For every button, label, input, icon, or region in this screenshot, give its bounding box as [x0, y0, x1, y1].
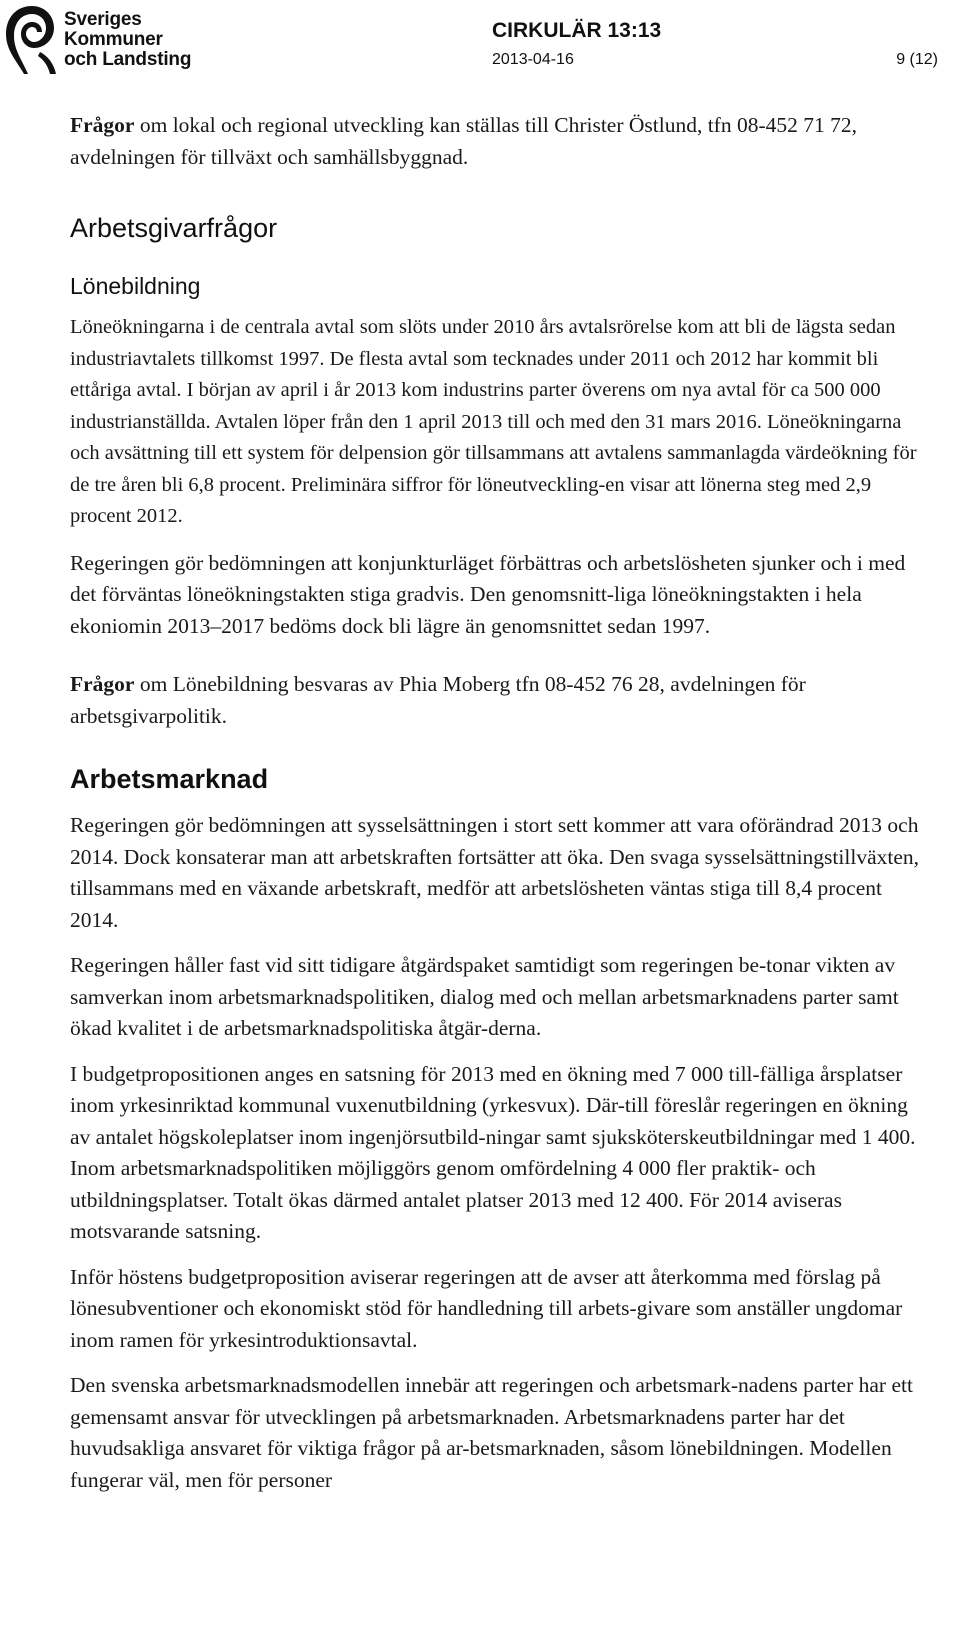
circular-title: CIRKULÄR 13:13 [492, 19, 662, 42]
org-line-2: Kommuner [64, 29, 163, 50]
page-number: 9 (12) [896, 51, 938, 68]
paragraph-arbetsmarknad-5: Den svenska arbetsmarknadsmodellen innebär att regeringen och arbetsmark-nadens parter har ett gemensamt ansvar för utvecklingen på arbetsmarknaden. Arbetsmarknadens parter har det huvudsakliga ansvaret för viktiga frågor på ar-betsmarknaden, såsom lönebildningen. Modellen fungerar väl, men för personer [70, 1373, 913, 1492]
paragraph-arbetsmarknad-2: Regeringen håller fast vid sitt tidigare åtgärdspaket samtidigt som regeringen be-tonar vikten av samverkan inom arbetsmarknadspolitiken, dialog med och mellan arbetsmarknadens parter samt ökad kvalitet i de arbetsmarknadspolitiska åtgär-derna. [70, 953, 899, 1040]
heading-arbetsmarknad: Arbetsmarknad [70, 764, 269, 794]
paragraph-lonebildning-1: Löneökningarna i de centrala avtal som slöts under 2010 års avtalsrörelse kom att bli de lägsta sedan industriavtalets tillkomst 1997. De flesta avtal som tecknades under 2011 och 2012 har kommit bli ettåriga avtal. I början av april i år 2013 kom industrins parter överens om nya avtal för ca 500 000 industrianställda. Avtalen löper från den 1 april 2013 till och med den 31 mars 2016. Löneökningarna och avsättning till ett system för delpension gör tillsammans att avtalens sammanlagda värdeökning för de tre åren bli 6,8 procent. Preliminära siffror för löneutveckling-en visar att lönerna steg med 2,9 procent 2012. [70, 316, 917, 527]
org-line-1: Sveriges [64, 9, 142, 30]
org-line-3: och Landsting [64, 49, 192, 70]
circular-date: 2013-04-16 [492, 51, 574, 68]
document-body [70, 110, 920, 1496]
paragraph-arbetsmarknad-4: Inför höstens budgetproposition aviserar regeringen att de avser att återkomma med förslag på lönesubventioner och ekonomiskt stöd för handledning till arbets-givare som anställer ungdomar inom ramen för yrkesintroduktionsavtal. [70, 1264, 903, 1352]
paragraph-lonebildning-2: Regeringen gör bedömningen att konjunkturläget förbättras och arbetslösheten sjunker och i med det förväntas löneökningstakten stiga gradvis. Den genomsnitt-liga löneökningstakten i hela ekoniomin 2013–2017 bedöms dock bli lägre än genomsnittet sedan 1997. [70, 550, 906, 638]
questions-lead: Frågor [70, 113, 135, 137]
contact-paragraph-regional: Frågor om lokal och regional utveckling kan ställas till Christer Östlund, tfn 08-452 71 72, avdelningen för tillväxt och samhällsbyggnad. [70, 113, 857, 169]
contact-paragraph-lonebildning: Frågor om Lönebildning besvaras av Phia Moberg tfn 08-452 76 28, avdelningen för arbetsgivarpolitik. [70, 672, 806, 728]
questions-lead: Frågor [70, 672, 135, 696]
heading-arbetsgivarfragor: Arbetsgivarfrågor [70, 213, 278, 243]
skl-logo-icon [2, 2, 62, 78]
paragraph-arbetsmarknad-1: Regeringen gör bedömningen att sysselsättningen i stort sett kommer att vara oförändrad 2013 och 2014. Dock konsaterar man att arbetskraften fortsätter att öka. Den svaga sysselsättningstillväxten, tillsammans med en växande arbetskraft, medför att arbetslösheten väntas stiga till 8,4 procent 2014. [70, 813, 919, 932]
organization-name [64, 10, 191, 70]
page-header [0, 0, 960, 95]
paragraph-arbetsmarknad-3: I budgetpropositionen anges en satsning för 2013 med en ökning med 7 000 till-fälliga årsplatser inom yrkesinriktad kommunal vuxenutbildning (yrkesvux). Där-till föreslår regeringen en ökning av antalet högskoleplatser inom ingenjörsutbild-ningar samt sjuksköterskeutbildningar med 1 400. Inom arbetsmarknadspolitiken möjliggörs genom omfördelning 4 000 fler praktik- och utbildningsplatser. Totalt ökas därmed antalet platser 2013 med 12 400. För 2014 aviseras motsvarande satsning. [70, 1061, 916, 1243]
subheading-lonebildning: Lönebildning [70, 273, 201, 299]
